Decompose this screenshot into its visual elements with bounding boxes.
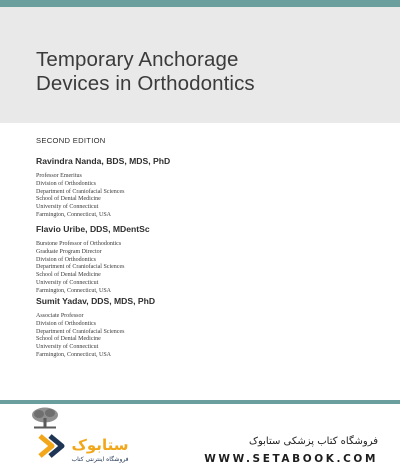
author-affiliation [36,241,376,296]
setabook-logo-icon [36,430,136,466]
author-block [36,156,376,220]
affiliation-line: School of Dental Medicine [36,336,101,343]
setabook-logo-subtext: فروشگاه اینترنتی کتاب [71,456,129,463]
affiliation-line: School of Dental Medicine [36,196,101,203]
affiliation-line: University of Connecticut [36,344,99,351]
author-affiliation [36,313,376,360]
affiliation-line: Farmington, Connecticut, USA [36,351,111,358]
edition-label: SECOND EDITION [36,136,106,145]
author-block [36,224,376,296]
store-url[interactable]: WWW.SETABOOK.COM [204,453,378,465]
affiliation-line: Department of Craniofacial Sciences [36,264,125,271]
author-block [36,296,376,360]
affiliation-line: Farmington, Connecticut, USA [36,287,111,294]
bottom-accent-rule [0,400,400,404]
setabook-logo-text: ستابوک [71,436,129,454]
affiliation-line: Graduate Program Director [36,248,102,255]
author-name: Flavio Uribe, DDS, MDentSc [36,224,150,234]
top-accent-bar [0,0,400,7]
affiliation-line: Department of Craniofacial Sciences [36,328,125,335]
author-name: Ravindra Nanda, BDS, MDS, PhD [36,156,171,166]
affiliation-line: School of Dental Medicine [36,272,101,279]
affiliation-line: Farmington, Connecticut, USA [36,211,111,218]
affiliation-line: Division of Orthodontics [36,320,96,327]
affiliation-line: Burstone Professor of Orthodontics [36,241,122,247]
affiliation-line: Division of Orthodontics [36,256,96,263]
affiliation-line: Department of Craniofacial Sciences [36,188,125,195]
author-affiliation [36,173,376,220]
affiliation-line: University of Connecticut [36,204,99,211]
book-title [36,48,255,96]
affiliation-line: University of Connecticut [36,279,99,286]
book-title-line-1: Temporary Anchorage [36,48,239,71]
book-title-line-2: Devices in Orthodontics [36,72,255,95]
author-name: Sumit Yadav, DDS, MDS, PhD [36,296,156,306]
affiliation-line: Associate Professor [36,313,84,319]
store-name: فروشگاه کتاب پزشکی ستابوک [249,436,378,447]
elsevier-tree-icon [28,406,62,430]
affiliation-line: Professor Emeritus [36,173,82,179]
affiliation-line: Division of Orthodontics [36,180,96,187]
